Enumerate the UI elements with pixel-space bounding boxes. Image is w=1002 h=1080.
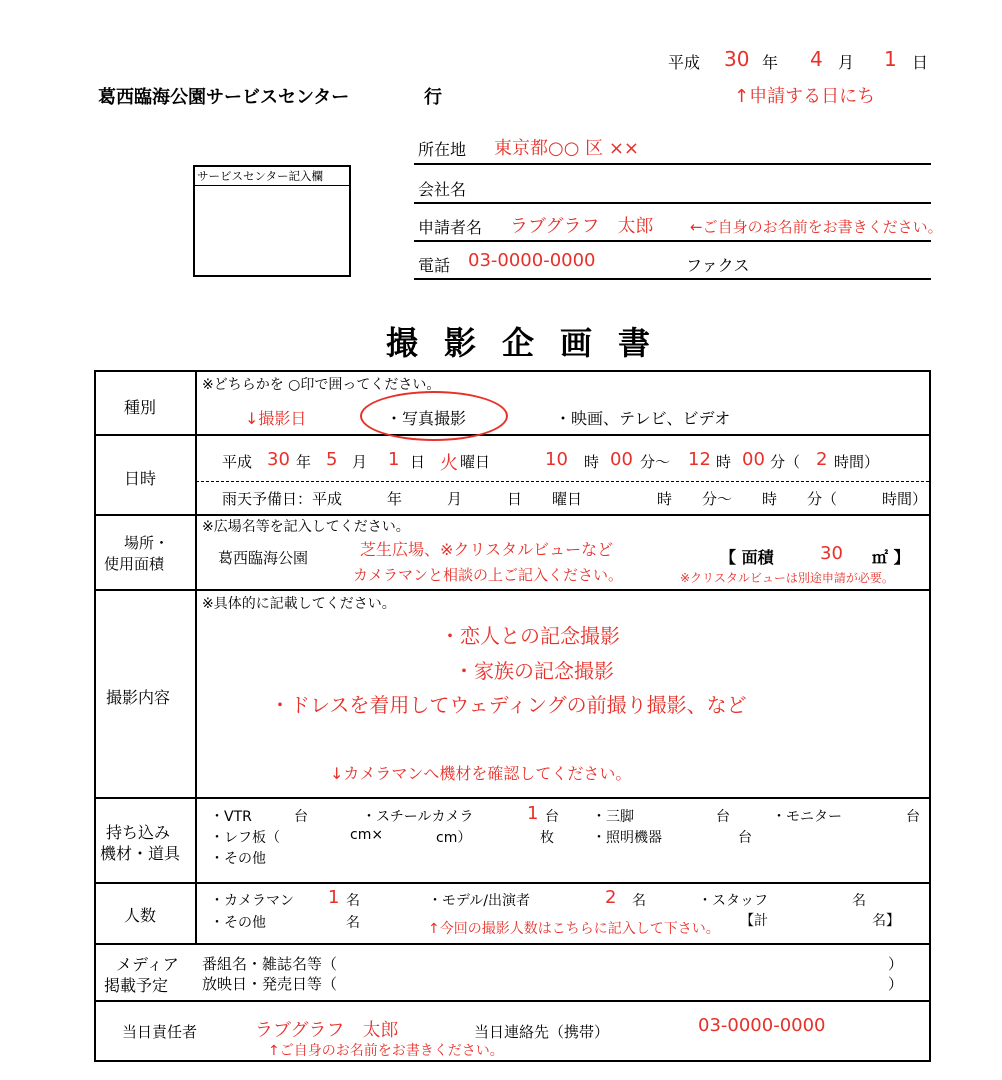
pp-cameraman: ・カメラマン	[210, 893, 294, 909]
equipment-label-1: 持ち込み	[106, 823, 171, 842]
place-red-line-2: カメラマンと相談の上ご記入ください。	[353, 566, 624, 584]
address-label: 所在地	[418, 140, 467, 159]
dt-start-hour: 10	[545, 449, 568, 470]
content-label: 撮影内容	[106, 688, 171, 707]
content-note: ※具体的に記載してください。	[202, 596, 396, 612]
camera-note: ↓カメラマンへ機材を確認してください。	[330, 764, 632, 783]
eq-cm-close: cm）	[436, 830, 472, 846]
dt-month: 5	[326, 449, 338, 470]
date-note: ↑申請する日にち	[734, 86, 876, 107]
eq-still-count: 1	[527, 803, 539, 824]
dt-year: 30	[267, 449, 290, 470]
media-program-close: ）	[888, 955, 904, 973]
content-line-3: ・ドレスを着用してウェディングの前撮り撮影、など	[270, 693, 747, 717]
dt-hour-unit-2: 時	[716, 453, 732, 471]
media-program: 番組名・雑誌名等（	[202, 955, 338, 973]
place-note: ※広場名等を記入してください。	[202, 519, 410, 535]
crystal-note: ※クリスタルビューは別途申請が必要。	[680, 571, 894, 585]
responsible-label: 当日責任者	[122, 1023, 198, 1041]
place-label-2: 使用面積	[104, 555, 165, 573]
eq-lighting: ・照明機器	[592, 830, 662, 846]
eq-vtr-unit: 台	[294, 809, 308, 825]
content-line-2: ・家族の記念撮影	[454, 659, 614, 683]
pp-other-unit: 名	[346, 915, 360, 931]
pp-model-unit: 名	[632, 893, 646, 909]
dt-minute-unit-1: 分〜	[640, 453, 671, 471]
pp-total-close: 名】	[872, 913, 900, 929]
area-value: 30	[820, 543, 843, 564]
type-label: 種別	[124, 398, 157, 417]
dt-weekday-unit: 曜日	[460, 453, 491, 471]
media-release-close: ）	[888, 975, 904, 993]
recipient-suffix: 行	[424, 87, 442, 108]
area-close: ㎡ 】	[872, 548, 910, 567]
pp-cameraman-unit: 名	[346, 893, 360, 909]
date-year-unit: 年	[762, 53, 779, 72]
dt-hours: 2	[816, 449, 828, 470]
phone-value: 03-0000-0000	[468, 250, 596, 271]
eq-other: ・その他	[210, 851, 266, 867]
date-day-unit: 日	[912, 53, 929, 72]
doc-title: 撮影企画書	[386, 324, 677, 362]
eq-monitor: ・モニター	[772, 809, 842, 825]
date-month: 4	[810, 47, 823, 71]
place-red-line-1: 芝生広場、※クリスタルビューなど	[360, 540, 614, 559]
pp-staff-unit: 名	[852, 893, 866, 909]
area-open: 【 面積	[720, 548, 774, 567]
date-month-unit: 月	[838, 53, 855, 72]
dt-rain-row: 雨天予備日：平成 年 月 日 曜日 時 分〜 時 分（ 時間）	[222, 490, 928, 508]
applicant-name-value: ラブグラフ 太郎	[510, 216, 654, 237]
type-note: ※どちらかを ○印で囲ってください。	[202, 377, 441, 393]
responsible-name: ラブグラフ 太郎	[255, 1020, 399, 1041]
recipient: 葛西臨海公園サービスセンター	[98, 87, 350, 108]
date-day: 1	[884, 47, 897, 71]
eq-still-unit: 台	[545, 809, 559, 825]
pp-cameraman-count: 1	[328, 887, 340, 908]
eq-tripod-unit: 台	[716, 809, 730, 825]
responsible-note: ↑ご自身のお名前をお書きください。	[268, 1043, 504, 1059]
dt-minute-unit-2: 分（	[770, 453, 801, 471]
pp-staff: ・スタッフ	[698, 893, 768, 909]
dt-hours-unit: 時間）	[834, 453, 880, 471]
type-option-photo: ・写真撮影	[386, 409, 467, 428]
equipment-label-2: 機材・道具	[100, 844, 181, 863]
applicant-name-label: 申請者名	[418, 218, 483, 237]
dt-day: 1	[388, 449, 400, 470]
eq-reflector: ・レフ板（	[210, 830, 280, 846]
datetime-label: 日時	[124, 469, 157, 488]
dt-hour-unit-1: 時	[584, 453, 600, 471]
applicant-name-note: ←ご自身のお名前をお書きください。	[690, 218, 943, 236]
dt-start-minute: 00	[610, 449, 633, 470]
eq-lighting-unit: 台	[738, 830, 752, 846]
service-center-box	[193, 165, 351, 277]
dt-month-unit: 月	[352, 453, 368, 471]
fax-label: ファクス	[686, 256, 750, 275]
phone-label: 電話	[418, 256, 451, 275]
pp-model: ・モデル/出演者	[428, 893, 531, 909]
date-era: 平成	[668, 53, 701, 72]
service-center-label: サービスセンター記入欄	[195, 167, 349, 186]
pp-total-open: 【計	[740, 913, 768, 929]
pp-other: ・その他	[210, 915, 266, 931]
dt-weekday: 火	[440, 453, 458, 474]
media-label-2: 掲載予定	[104, 976, 169, 995]
company-label: 会社名	[418, 180, 467, 199]
eq-cm-x: cm×	[350, 827, 384, 843]
media-label-1: メディア	[116, 955, 179, 974]
dt-end-minute: 00	[742, 449, 765, 470]
media-release: 放映日・発売日等（	[202, 975, 338, 993]
eq-vtr: ・VTR	[210, 809, 252, 825]
type-red-note: ↓撮影日	[245, 409, 307, 428]
place-label-1: 場所・	[124, 534, 170, 552]
eq-tripod: ・三脚	[592, 809, 634, 825]
eq-monitor-unit: 台	[906, 809, 920, 825]
responsible-contact-label: 当日連絡先（携帯）	[474, 1023, 610, 1041]
dt-year-unit: 年	[296, 453, 312, 471]
eq-mai-unit: 枚	[540, 830, 554, 846]
dt-day-unit: 日	[410, 453, 426, 471]
responsible-contact-value: 03-0000-0000	[698, 1015, 826, 1036]
eq-still-camera: ・スチールカメラ	[362, 809, 474, 825]
people-label: 人数	[124, 906, 157, 925]
type-option-video: ・映画、テレビ、ビデオ	[555, 409, 731, 428]
address-value: 東京都○○ 区 ××	[494, 138, 640, 159]
place-park: 葛西臨海公園	[218, 549, 309, 567]
content-line-1: ・恋人との記念撮影	[440, 624, 620, 648]
dt-era: 平成	[222, 453, 253, 471]
date-year: 30	[724, 47, 750, 71]
dt-end-hour: 12	[688, 449, 711, 470]
pp-model-count: 2	[605, 887, 617, 908]
pp-red-note: ↑今回の撮影人数はこちらに記入して下さい。	[428, 921, 720, 937]
